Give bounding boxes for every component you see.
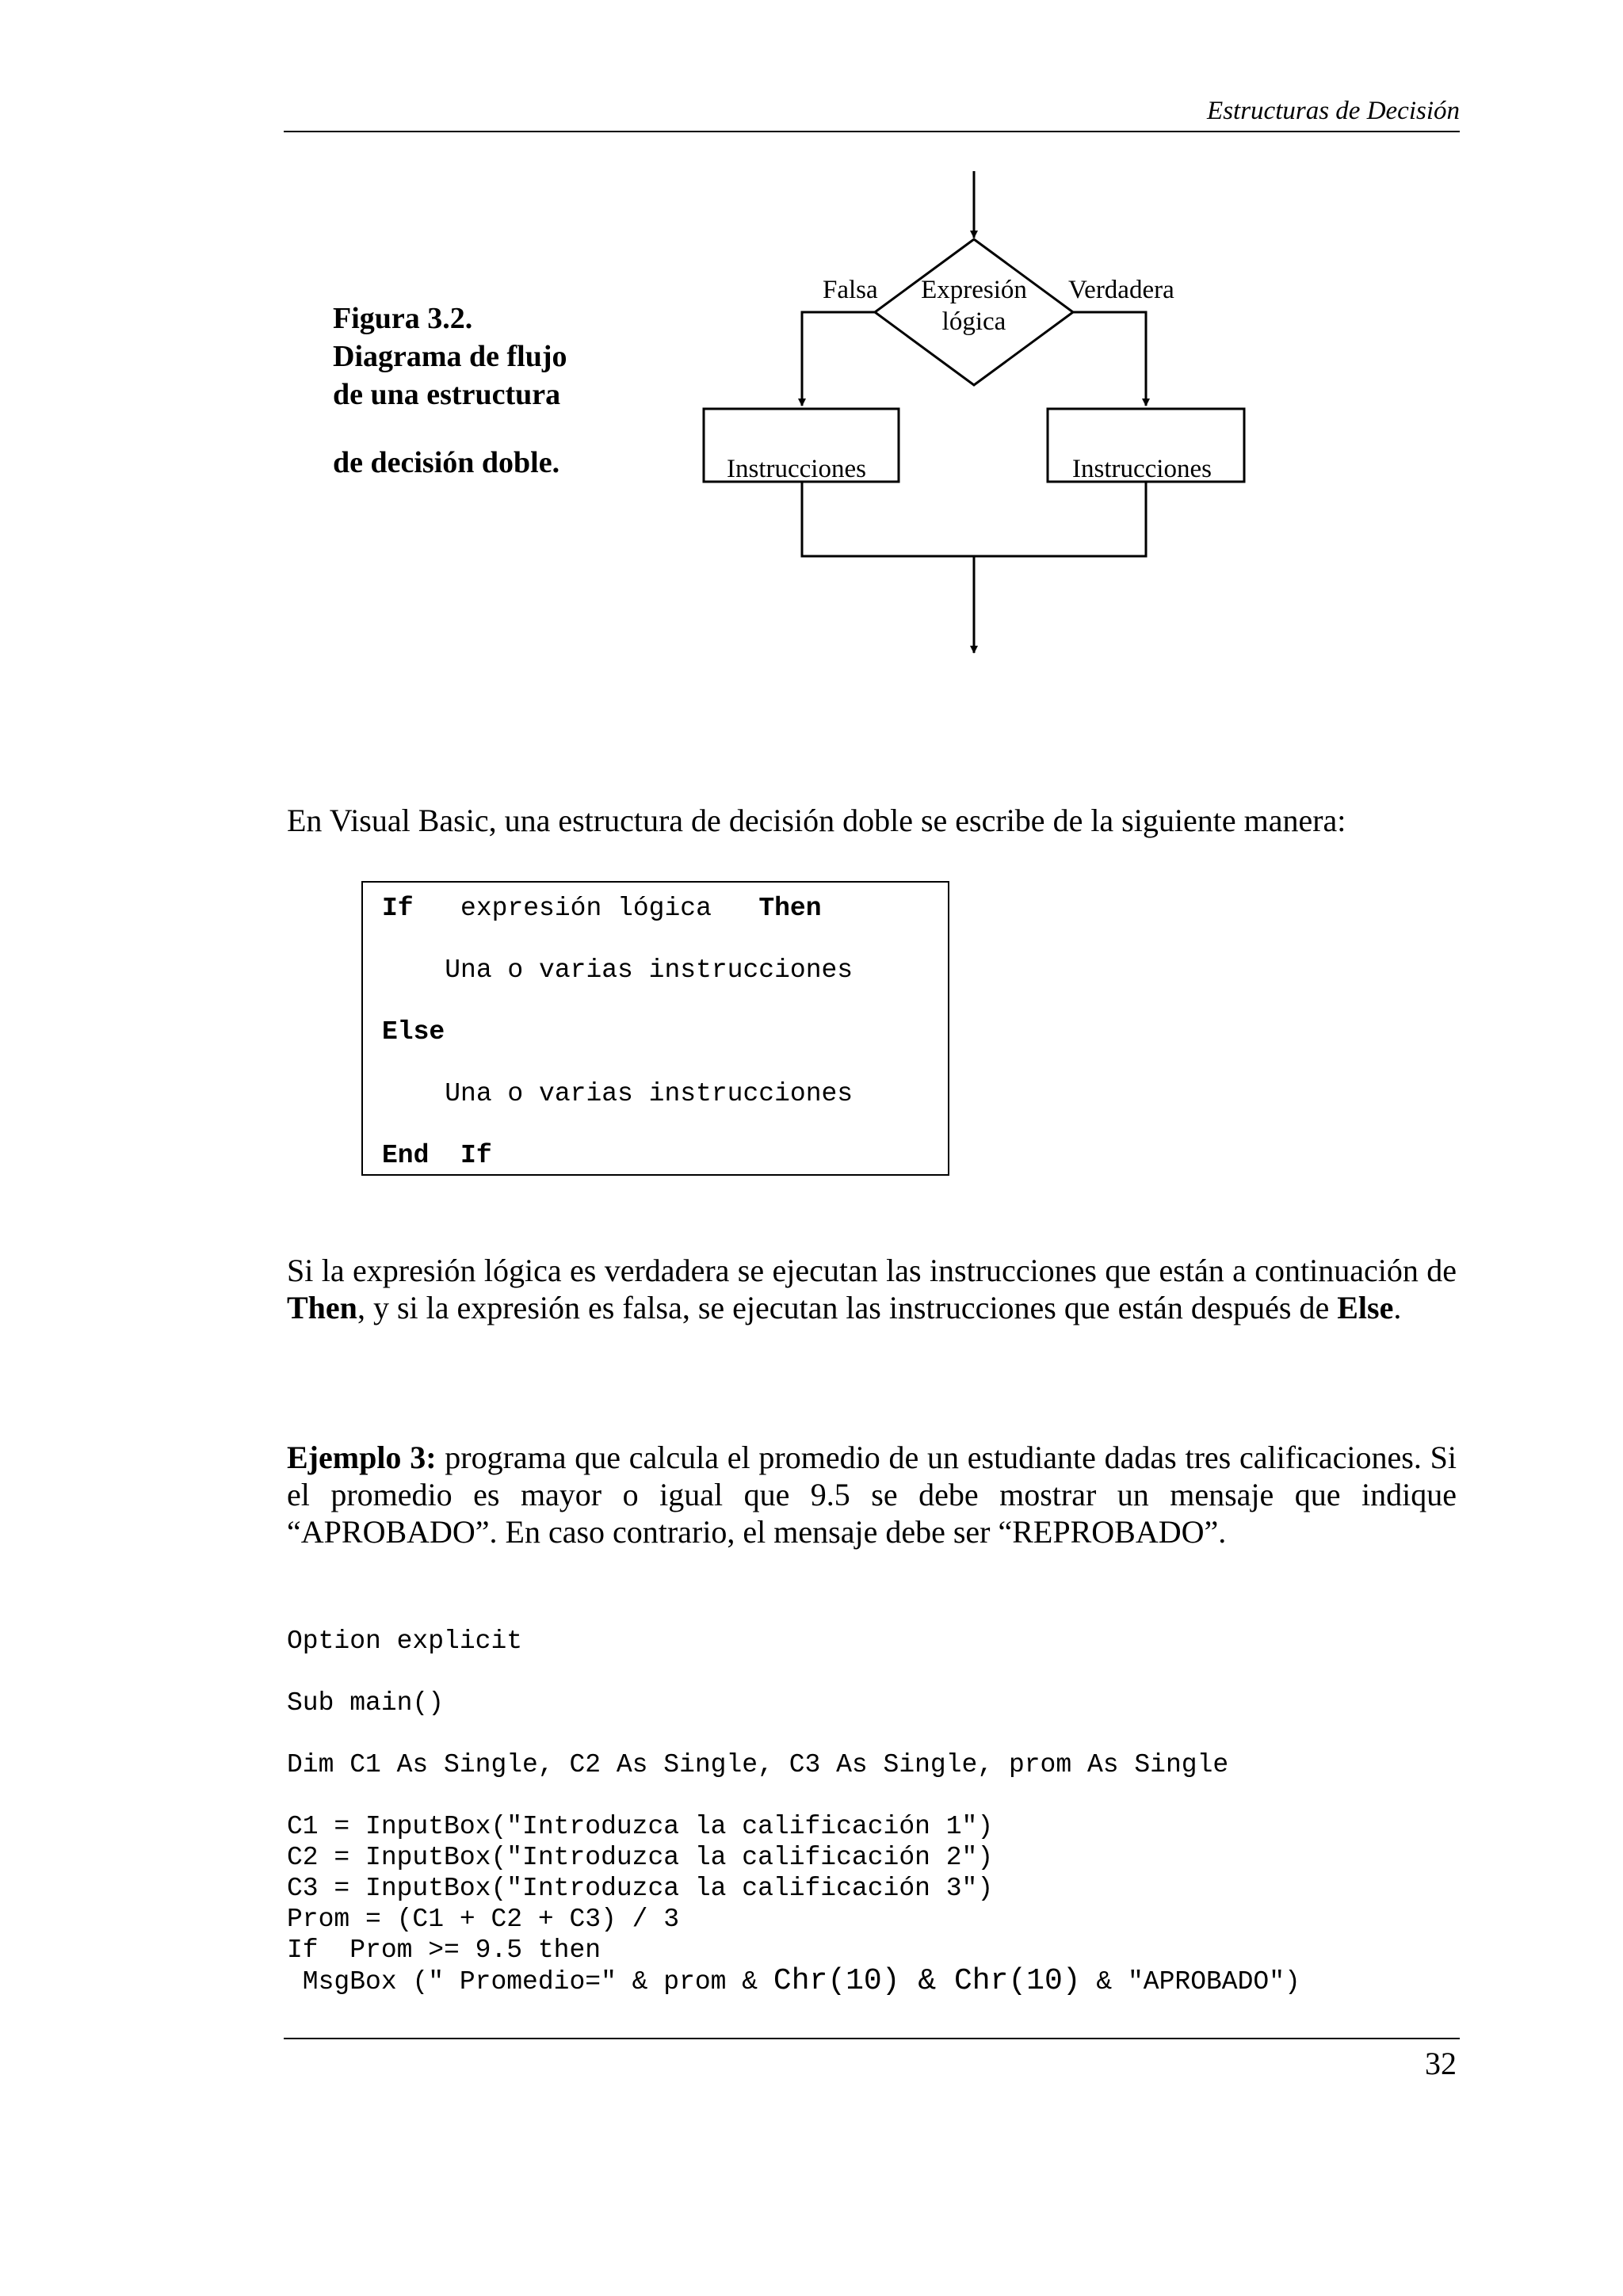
- explanation-text: .: [1393, 1290, 1402, 1325]
- figure-caption-line: de decisión doble.: [333, 446, 560, 479]
- merge-line: [802, 482, 1146, 556]
- code-line: C2 = InputBox("Introduzca la calificación 2"): [287, 1843, 994, 1872]
- explanation-else-word: Else: [1337, 1290, 1394, 1325]
- explanation-then-word: Then: [287, 1290, 357, 1325]
- code-segment: Chr(10) & Chr(10): [773, 1964, 1081, 1998]
- syntax-statement: Una o varias instrucciones: [445, 955, 854, 985]
- intro-paragraph: En Visual Basic, una estructura de decisión doble se escribe de la siguiente manera:: [287, 803, 1346, 838]
- code-segment: MsgBox (" Promedio=" & prom &: [287, 1967, 773, 1997]
- else-keyword: Else: [382, 1017, 445, 1047]
- code-line: [287, 1966, 1300, 1997]
- explanation-text: , y si la expresión es falsa, se ejecutan las instrucciones que están después de: [357, 1290, 1338, 1325]
- syntax-end-if-line: [382, 1141, 492, 1170]
- code-line: Dim C1 As Single, C2 As Single, C3 As Single, prom As Single: [287, 1750, 1229, 1779]
- syntax-statement: Una o varias instrucciones: [445, 1079, 854, 1108]
- example-label: Ejemplo 3:: [287, 1440, 437, 1475]
- if-keyword: If: [382, 894, 414, 923]
- explanation-text: Si la expresión lógica es verdadera se ejecutan las instrucciones que están a continuación de: [287, 1253, 1457, 1288]
- code-segment: & "APROBADO"): [1080, 1967, 1300, 1997]
- figure-caption-line: Diagrama de flujo: [333, 340, 567, 373]
- syntax-if-line: [382, 894, 822, 923]
- syntax-else-line: [382, 1017, 445, 1047]
- false-branch-label: Falsa: [823, 276, 878, 304]
- syntax-statement-line: [382, 955, 853, 985]
- example-text: programa que calcula el promedio de un estudiante dadas tres calificaciones. Si el promedio es mayor o igual que 9.5 se debe mostrar un mensaje que indique “APROBADO”. En caso contrario, el mensaje debe ser “REPROBADO”.: [287, 1440, 1457, 1550]
- code-line: C3 = InputBox("Introduzca la calificación 3"): [287, 1874, 994, 1903]
- explanation-paragraph: [287, 1252, 1457, 1326]
- decision-text-line2: lógica: [941, 307, 1006, 336]
- false-branch-line: [802, 312, 875, 406]
- code-line: Prom = (C1 + C2 + C3) / 3: [287, 1905, 680, 1934]
- then-keyword: Then: [758, 894, 822, 923]
- true-branch-line: [1073, 312, 1146, 406]
- code-line: If Prom >= 9.5 then: [287, 1936, 601, 1965]
- syntax-expression: expresión lógica: [460, 894, 712, 923]
- footer-rule: [284, 2038, 1460, 2039]
- code-line: Sub main(): [287, 1688, 445, 1718]
- true-instructions-label: Instrucciones: [1072, 455, 1212, 483]
- page-number: 32: [1425, 2046, 1457, 2081]
- example-paragraph: [287, 1439, 1457, 1550]
- code-line: C1 = InputBox("Introduzca la calificación 1"): [287, 1812, 994, 1841]
- end-if-keyword: End If: [382, 1141, 492, 1170]
- false-instructions-label: Instrucciones: [727, 455, 866, 483]
- decision-text-line1: Expresión: [921, 276, 1027, 304]
- flowchart-diagram: [0, 0, 1623, 713]
- syntax-box: [361, 881, 949, 1176]
- true-branch-label: Verdadera: [1068, 276, 1174, 304]
- code-line: Option explicit: [287, 1627, 523, 1656]
- syntax-statement-line: [382, 1079, 853, 1108]
- figure-caption-line: de una estructura: [333, 378, 561, 411]
- running-header-title: Estructuras de Decisión: [1207, 97, 1460, 125]
- figure-caption-line: Figura 3.2.: [333, 302, 473, 335]
